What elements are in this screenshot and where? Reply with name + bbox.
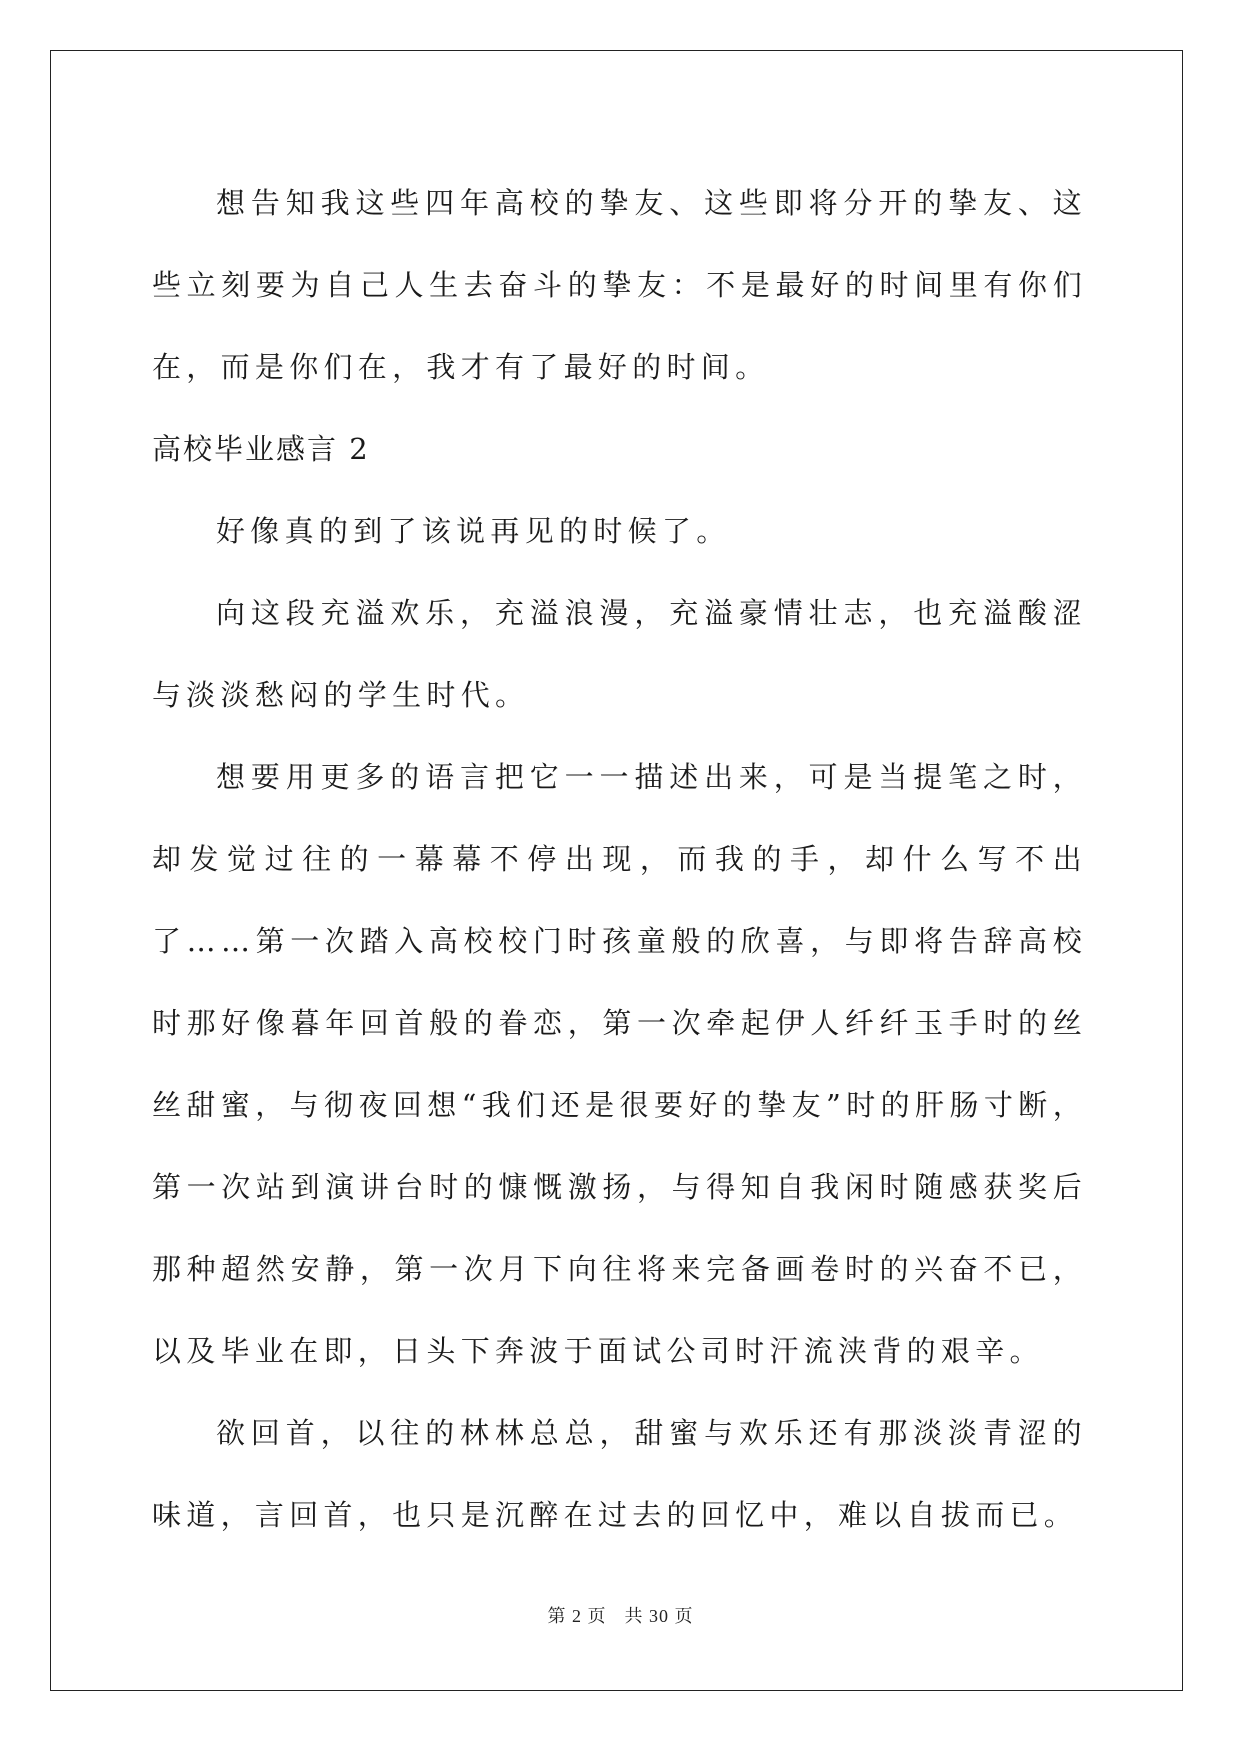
paragraph: 好像真的到了该说再见的时候了。 bbox=[216, 514, 731, 548]
document-body bbox=[152, 162, 1087, 1556]
paragraph: 欲回首，以往的林林总总，甜蜜与欢乐还有那淡淡青涩的味道，言回首，也只是沉醉在过去的回忆中，难以自拔而已。 bbox=[152, 1416, 1087, 1532]
page-footer bbox=[0, 1602, 1241, 1628]
paragraph: 向这段充溢欢乐，充溢浪漫，充溢豪情壮志，也充溢酸涩与淡淡愁闷的学生时代。 bbox=[152, 596, 1087, 712]
page-total: 共 30 页 bbox=[624, 1606, 694, 1626]
section-heading: 高校毕业感言 2 bbox=[152, 432, 370, 466]
paragraph: 想要用更多的语言把它一一描述出来，可是当提笔之时，却发觉过往的一幕幕不停出现，而我的手，却什么写不出了……第一次踏入高校校门时孩童般的欣喜，与即将告辞高校时那好像暮年回首般的眷恋，第一次牵起伊人纤纤玉手时的丝丝甜蜜，与彻夜回想“我们还是很要好的挚友”时的肝肠寸断，第一次站到演讲台时的慷慨激扬，与得知自我闲时随感获奖后那种超然安静，第一次月下向往将来完备画卷时的兴奋不已，以及毕业在即，日头下奔波于面试公司时汗流浃背的艰辛。 bbox=[152, 760, 1087, 1368]
page-number: 第 2 页 bbox=[547, 1606, 607, 1626]
paragraph: 想告知我这些四年高校的挚友、这些即将分开的挚友、这些立刻要为自己人生去奋斗的挚友：不是最好的时间里有你们在，而是你们在，我才有了最好的时间。 bbox=[152, 186, 1087, 384]
